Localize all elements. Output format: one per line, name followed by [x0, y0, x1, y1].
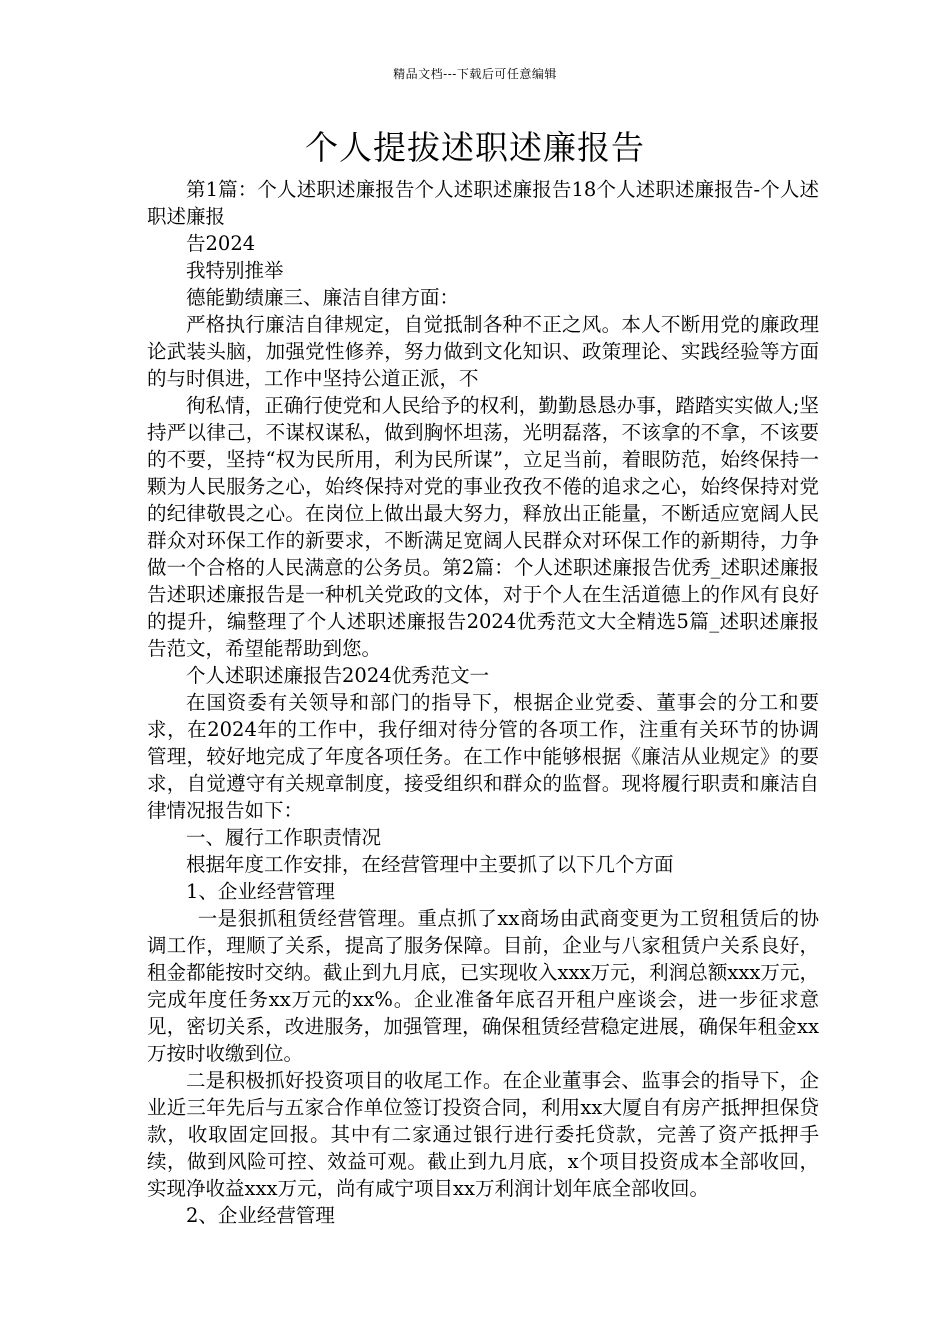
paragraph-3: 我特别推举 — [186, 259, 284, 282]
paragraph-2: 告2024 — [186, 232, 256, 255]
subsection-heading-2: 2、企业经营管理 — [186, 1204, 335, 1227]
paragraph-1: 第1篇：个人述职述廉报告个人述职述廉报告18个人述职述廉报告-个人述职述廉报 — [147, 178, 819, 228]
subsection-heading-1: 1、企业经营管理 — [186, 880, 335, 903]
paragraph-12: 一是狠抓租赁经营管理。重点抓了xx商场由武商变更为工贸租赁后的协调工作，理顺了关系，提高了服务保障。目前，企业与八家租赁户关系良好，租金都能按时交纳。截止到九月底，已实现收入xxx万元，利润总额xxx万元，完成年度任务xx万元的xx%。企业准备年底召开租户座谈会，进一步征求意见，密切关系，改进服务，加强管理，确保租赁经营稳定进展，确保年租金xx万按时收缴到位。 — [147, 907, 819, 1065]
paragraph-6: 徇私情，正确行使党和人民给予的权利，勤勤恳恳办事，踏踏实实做人;坚持严以律己，不谋权谋私，做到胸怀坦荡，光明磊落，不该拿的不拿，不该要的不要，坚持“权为民所用，利为民所谋”，立足当前，着眼防范，始终保持一颗为人民服务之心，始终保持对党的事业孜孜不倦的追求之心，始终保持对党的纪律敬畏之心。在岗位上做出最大努力，释放出正能量，不断适应宽阔人民群众对环保工作的新要求，不断满足宽阔人民群众对环保工作的新期待，力争做一个合格的人民满意的公务员。第2篇：个人述职述廉报告优秀_述职述廉报告述职述廉报告是一种机关党政的文体，对于个人在生活道德上的作风有良好的提升，编整理了个人述职述廉报告2024优秀范文大全精选5篇_述职述廉报告范文，希望能帮助到您。 — [147, 394, 819, 660]
paragraph-7: 个人述职述廉报告2024优秀范文一 — [186, 664, 490, 687]
paragraph-8: 在国资委有关领导和部门的指导下，根据企业党委、董事会的分工和要求，在2024年的工作中，我仔细对待分管的各项工作，注重有关环节的协调管理，较好地完成了年度各项任务。在工作中能够根据《廉洁从业规定》的要求，自觉遵守有关规章制度，接受组织和群众的监督。现将履行职责和廉洁自律情况报告如下： — [147, 691, 819, 822]
paragraph-4: 德能勤绩廉三、廉洁自律方面： — [186, 286, 460, 309]
paragraph-5: 严格执行廉洁自律规定，自觉抵制各种不正之风。本人不断用党的廉政理论武装头脑，加强党性修养，努力做到文化知识、政策理论、实践经验等方面的与时俱进，工作中坚持公道正派，不 — [147, 313, 819, 390]
document-body — [147, 176, 819, 1229]
section-heading-1: 一、履行工作职责情况 — [186, 826, 382, 849]
paragraph-13: 二是积极抓好投资项目的收尾工作。在企业董事会、监事会的指导下，企业近三年先后与五家合作单位签订投资合同，利用xx大厦自有房产抵押担保贷款，收取固定回报。其中有二家通过银行进行委托贷款，完善了资产抵押手续，做到风险可控、效益可观。截止到九月底，x个项目投资成本全部收回，实现净收益xxx万元，尚有咸宁项目xx万利润计划年底全部收回。 — [147, 1069, 819, 1200]
header-note: 精品文档---下载后可任意编辑 — [393, 67, 557, 81]
page-title: 个人提拔述职述廉报告 — [305, 128, 645, 167]
paragraph-10: 根据年度工作安排，在经营管理中主要抓了以下几个方面 — [186, 853, 674, 876]
